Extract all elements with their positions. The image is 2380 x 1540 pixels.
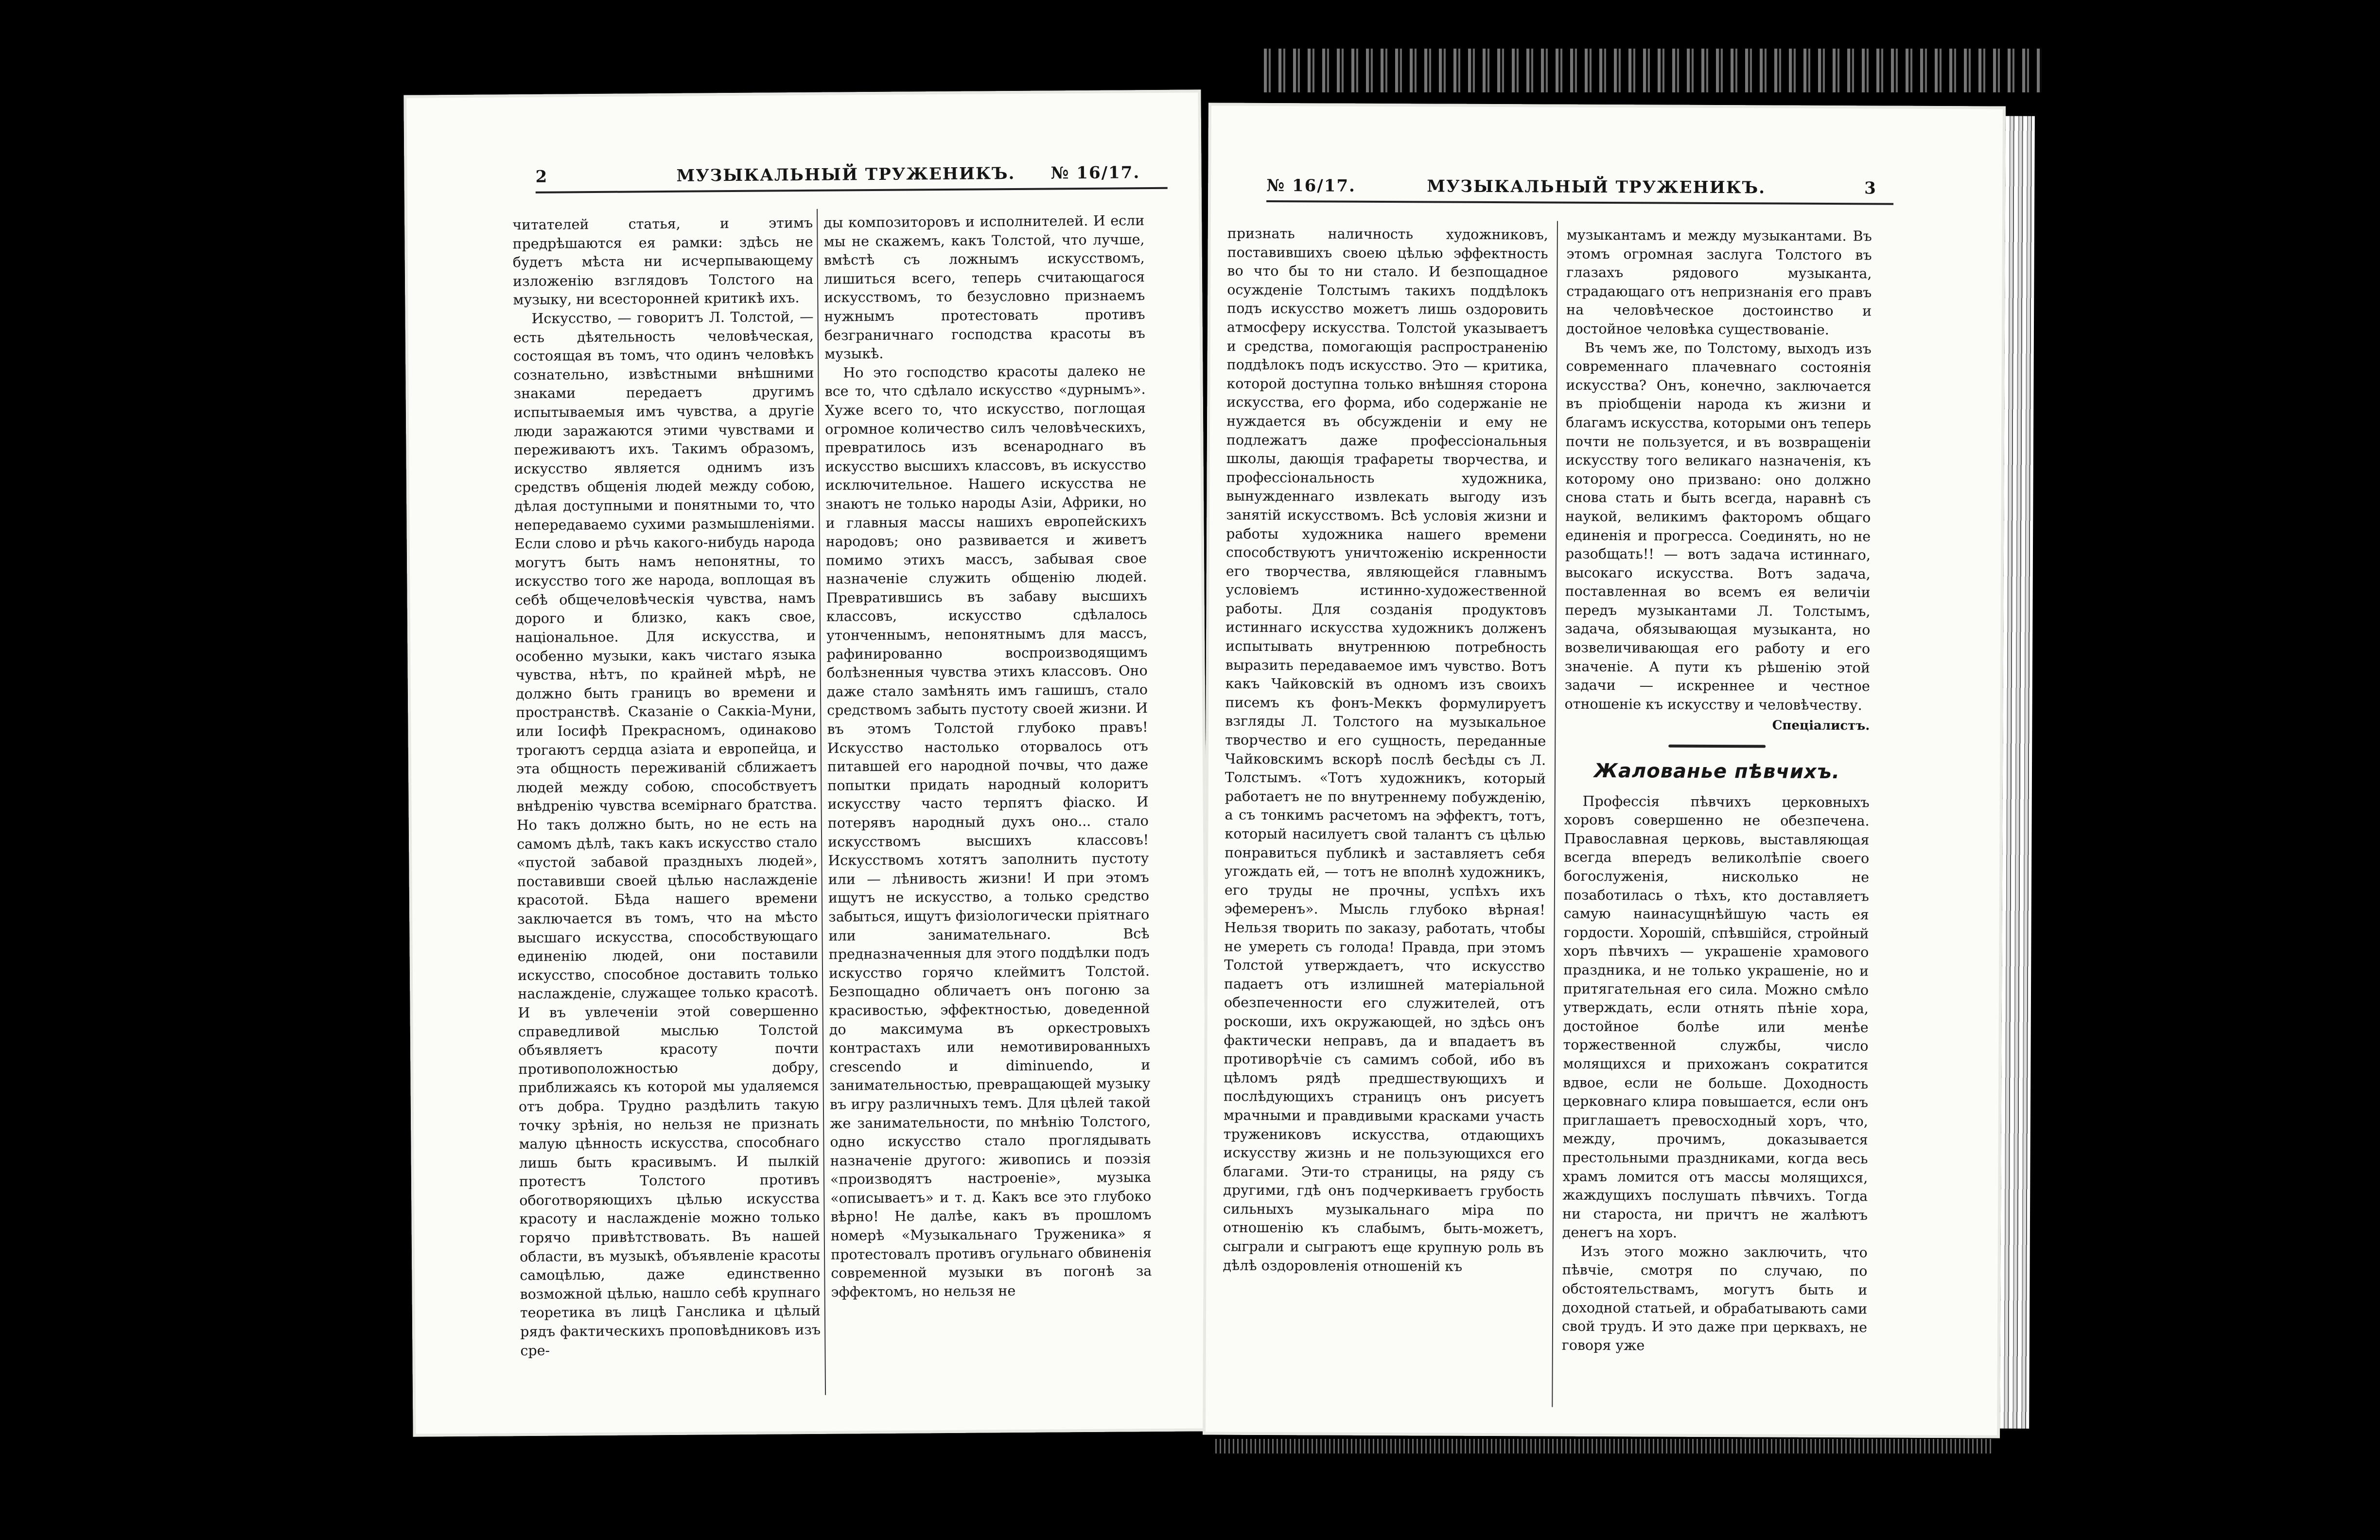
issue-number: № 16/17. [1050, 163, 1140, 183]
paragraph: читателей статья, и этимъ предрѣшаются ея рамки: здѣсь не будетъ мѣста ни исчерпывающему изложенiю взглядовъ Толстого на музыку, ни всесторонней критикѣ ихъ. [512, 214, 814, 308]
article-title: Жалованье пѣвчихъ. [1593, 759, 1840, 784]
page-header [535, 153, 1167, 193]
left-page [403, 89, 1210, 1436]
issue-number: № 16/17. [1266, 175, 1356, 196]
page-header [1266, 166, 1893, 205]
text-column-2 [823, 211, 1153, 1390]
paragraph: Но это господство красоты далеко не все то, что сдѣлало искусство «дурнымъ». Хуже всего то, что искусство, поглощая огромное количество силъ человѣческихъ, превратилось изъ всенароднаго въ искусство высшихъ классовъ, въ искусство исключительное. Нашего искусства не знаютъ не только народы Азiи, Африки, но и главныя массы нашихъ европейскихъ народовъ; оно развивается и живетъ помимо этихъ массъ, забывая свое назначенiе служить общенiю людей. Превратившись въ забаву высшихъ классовъ, искусство сдѣлалось утонченнымъ, непонятнымъ для массъ, рафинированно воспроизводящимъ болѣзненныя чувства этихъ классовъ. Оно даже стало замѣнять имъ гашишъ, стало средствомъ забыть пустоту своей жизни. И въ этомъ Толстой глубоко правъ! Искусство настолько оторвалось отъ питавшей его народной почвы, что даже попытки придать народный колоритъ искусству часто терпятъ фiаско. И потерявъ народный духъ оно... стало искусствомъ высшихъ классовъ! Искусствомъ хотятъ заполнить пустоту или — лѣнивость жизни! И при этомъ ищутъ не искусство, а только средство забыться, ищутъ физiологически прiятнаго или занимательнаго. Всѣ предназначенныя для этого поддѣлки подъ искусство горячо клеймитъ Толстой. Безпощадно обличаетъ онъ погоню за красивостью, эффектностью, доведенной до максимума въ оркестровыхъ контрастахъ или немотивированныхъ crescendo и diminuendo, и занимательностью, превращающей музыку въ игру различныхъ темъ. Для цѣлей такой же занимательности, по мнѣнiю Толстого, одно искусство стало проглядывать назначенiе другого: живопись и поэзiя «производятъ настроенiе», музыка «описываетъ» и т. д. Какъ все это глубоко вѣрно! Не далѣе, какъ въ прошломъ номерѣ «Музыкальнаго Труженика» я протестовалъ противъ огульнаго обвиненiя современной музыки въ погонѣ за эффектомъ, но нельзя не [824, 362, 1152, 1300]
scan-artifact [1264, 49, 2042, 92]
scan-artifact-bottom [1215, 1439, 1993, 1453]
page-number: 2 [535, 167, 548, 187]
page-edge [2000, 116, 2035, 1429]
paragraph: Искусство, — говоритъ Л. Толстой, — есть дѣятельность человѣческая, состоящая въ томъ, что одинъ человѣкъ сознательно, извѣстными внѣшними знаками передаетъ другимъ испытываемыя имъ чувства, а другiе люди заражаются этими чувствами и переживаютъ ихъ. Такимъ образомъ, искусство является однимъ изъ средствъ общенiя людей между собою, дѣлая доступными и понятными то, что непередаваемо сухими размышленiями. Если слово и рѣчь какого-нибудь народа могутъ быть намъ непонятны, то искусство того же народа, воплощая въ себѣ общечеловѣческiя чувства, намъ дорого и близко, какъ свое, нацiональное. Для искусства, и особенно музыки, какъ чистаго языка чувства, нѣтъ, по крайней мѣрѣ, не должно быть границъ во времени и пространствѣ. Сказанiе о Саккiа-Муни, или Iосифѣ Прекрасномъ, одинаково трогаютъ сердца азiата и европейца, и эта общность переживанiй сближаетъ людей между собою, способствуетъ внѣдренiю чувства всемiрнаго братства. Но такъ должно быть, но не есть на самомъ дѣлѣ, такъ какъ искусство стало «пустой забавой праздныхъ людей», поставивши своей цѣлью наслажденiе красотой. Бѣда нашего времени заключается въ томъ, что на мѣсто высшаго искусства, способствующаго единенiю людей, они поставили искусство, способное доставить только наслажденiе, служащее только красотѣ. И въ увлеченiи этой совершенно справедливой мыслью Толстой объявляетъ красоту почти противоположностью добру, приближаясь къ которой мы удаляемся отъ добра. Трудно раздѣлить такую точку зрѣнiя, но нельзя не признать малую цѣнность искусства, способнаго лишь быть красивымъ. И пылкiй протестъ Толстого противъ обоготворяющихъ цѣлью искусства красоту и наслажденiе можно только горячо привѣтствовать. Въ нашей области, въ музыкѣ, объявленiе красоты самоцѣлью, даже единственно возможной цѣлью, нашло себѣ крупнаго теоретика въ лицѣ Ганслика и цѣлый рядъ фактическихъ проповѣдниковъ изъ сре- [513, 308, 821, 1359]
text-column-2 [1561, 226, 1872, 1414]
paragraph: ды композиторовъ и исполнителей. И если мы не скажемъ, какъ Толстой, что лучше, вмѣстѣ съ ложнымъ искусствомъ, лишиться всего, теперь считающагося искусствомъ, то безусловно признаемъ нужнымъ протестовать противъ безграничнаго господства красоты въ музыкѣ. [823, 212, 1145, 362]
column-divider [1552, 221, 1558, 1407]
right-page [1203, 103, 2006, 1438]
page-number: 3 [1864, 178, 1877, 198]
paragraph: признать наличность художниковъ, поставившихъ своею цѣлью эффектность во что бы то ни стало. И безпощадное осужденiе Толстымъ такихъ поддѣлокъ подъ искусство можетъ лишь оздоровить атмосферу искусства. Толстой указываетъ и средства, помогающiя распространенiю поддѣлокъ подъ искусство. Это — критика, которой доступна только внѣшняя сторона искусства, его форма, ибо содержанiе не нуждается въ обсужденiи и ему не подлежатъ даже профессiональныя школы, дающiя трафареты творчества, и профессiональность художника, вынужденнаго извлекать выгоду изъ занятiй искусствомъ. Всѣ условiя жизни и работы художника нашего времени способствуютъ уничтоженiю искренности его творчества, являющейся главнымъ условiемъ истинно-художественной работы. Для созданiя продуктовъ истиннаго искусства художникъ долженъ испытывать внутреннюю потребность выразить передаваемое имъ чувство. Вотъ какъ Чайковскiй въ одномъ изъ своихъ писемъ къ фонъ-Меккъ формулируетъ взгляды Л. Толстого на музыкальное творчество и его сущность, переданные Чайковскимъ вскорѣ послѣ бесѣды съ Л. Толстымъ. «Тотъ художникъ, который работаетъ не по внутреннему побужденiю, а съ тонкимъ расчетомъ на эффектъ, тотъ, который насилуетъ свой талантъ съ цѣлью понравиться публикѣ и заставляетъ себя угождать ей, — тотъ не вполнѣ художникъ, его труды не прочны, успѣхъ ихъ эфемеренъ». Мысль глубоко вѣрная! Нельзя творить по заказу, работать, чтобы не умереть съ голода! Правда, при этомъ Толстой утверждаетъ, что искусство падаетъ отъ излишней матерiальной обезпеченности его служителей, отъ роскоши, ихъ окружающей, но здѣсь онъ фактически неправъ, да и впадаетъ въ противорѣчiе съ самимъ собой, ибо въ цѣломъ рядѣ предшествующихъ и послѣдующихъ страницъ онъ рисуетъ мрачными и правдивыми красками участь тружениковъ искусства, отдающихъ искусству жизнь и не пользующихся его благами. Эти-то страницы, на ряду съ другими, гдѣ онъ подчеркиваетъ грубость сильныхъ музыкальнаго мiра по отношенiю къ слабымъ, быть-можетъ, сыграли и сыграютъ еще крупную роль въ дѣлѣ оздоровленiя отношенiй къ [1223, 225, 1548, 1275]
text-column-1 [512, 214, 821, 1392]
author-signature: Спецiалистъ. [1772, 718, 1870, 734]
journal-title: МУЗЫКАЛЬНЫЙ ТРУЖЕНИКЪ. [676, 163, 1015, 186]
paragraph: Изъ этого можно заключить, что пѣвчiе, смотря по случаю, по обстоятельствамъ, могутъ быть и доходной статьей, и обрабатывають сами свой трудъ. И это даже при церквахъ, не говоря уже [1561, 1243, 1868, 1354]
paragraph: Профессiя пѣвчихъ церковныхъ хоровъ совершенно не обезпечена. Православная церковь, выставляющая всегда впередъ великолѣпiе своего богослуженiя, нисколько не позаботилась о тѣхъ, кто доставляетъ самую наинасущнѣйшую часть ея гордости. Хорошiй, спѣвшiйся, стройный хоръ пѣвчихъ — украшенiе храмового праздника, и не только украшенiе, но и притягательная его сила. Можно смѣло утверждать, если отнять пѣнiе хора, достойное болѣе или менѣе торжественной службы, число молящихся и прихожанъ сократится вдвое, если не больше. Доходность церковнаго клира повышается, если онъ приглашаетъ превосходный хоръ, что, между, прочимъ, доказывается престольными праздниками, когда весь храмъ ломится отъ массы молящихся, жаждущихъ послушать пѣвчихъ. Тогда ни староста, ни причтъ не жалѣютъ денегъ на хоръ. [1562, 793, 1870, 1241]
section-divider [1668, 745, 1766, 748]
paragraph: Въ чемъ же, по Толстому, выходъ изъ современнаго плачевнаго состоянiя искусства? Онъ, конечно, заключается въ прiобщенiи народа къ жизни и благамъ искусства, которыми онъ теперь почти не пользуется, и въ возвращенiи искусству того великаго назначенiя, къ которому оно призвано: оно должно снова стать и быть всегда, наравнѣ съ наукой, великимъ факторомъ общаго единенiя и прогресса. Соединять, но не разобщать!! — вотъ задача истиннаго, высокаго искусства. Вотъ задача, поставленная во всемъ ея величiи передъ музыкантами Л. Толстымъ, задача, обязывающая музыканта, но возвеличивающая его работу и его значенiе. А пути къ рѣшенiю этой задачи — искреннее и честное отношенiе къ искусству и человѣчеству. [1564, 339, 1872, 714]
paragraph: музыкантамъ и между музыкантами. Въ этомъ огромная заслуга Толстого въ глазахъ рядового музыканта, страдающаго отъ непризнанiя его правъ на человѣческое достоинство и достойное человѣка существованiе. [1566, 227, 1872, 338]
journal-title: МУЗЫКАЛЬНЫЙ ТРУЖЕНИКЪ. [1427, 176, 1766, 198]
text-column-1 [1222, 225, 1548, 1412]
